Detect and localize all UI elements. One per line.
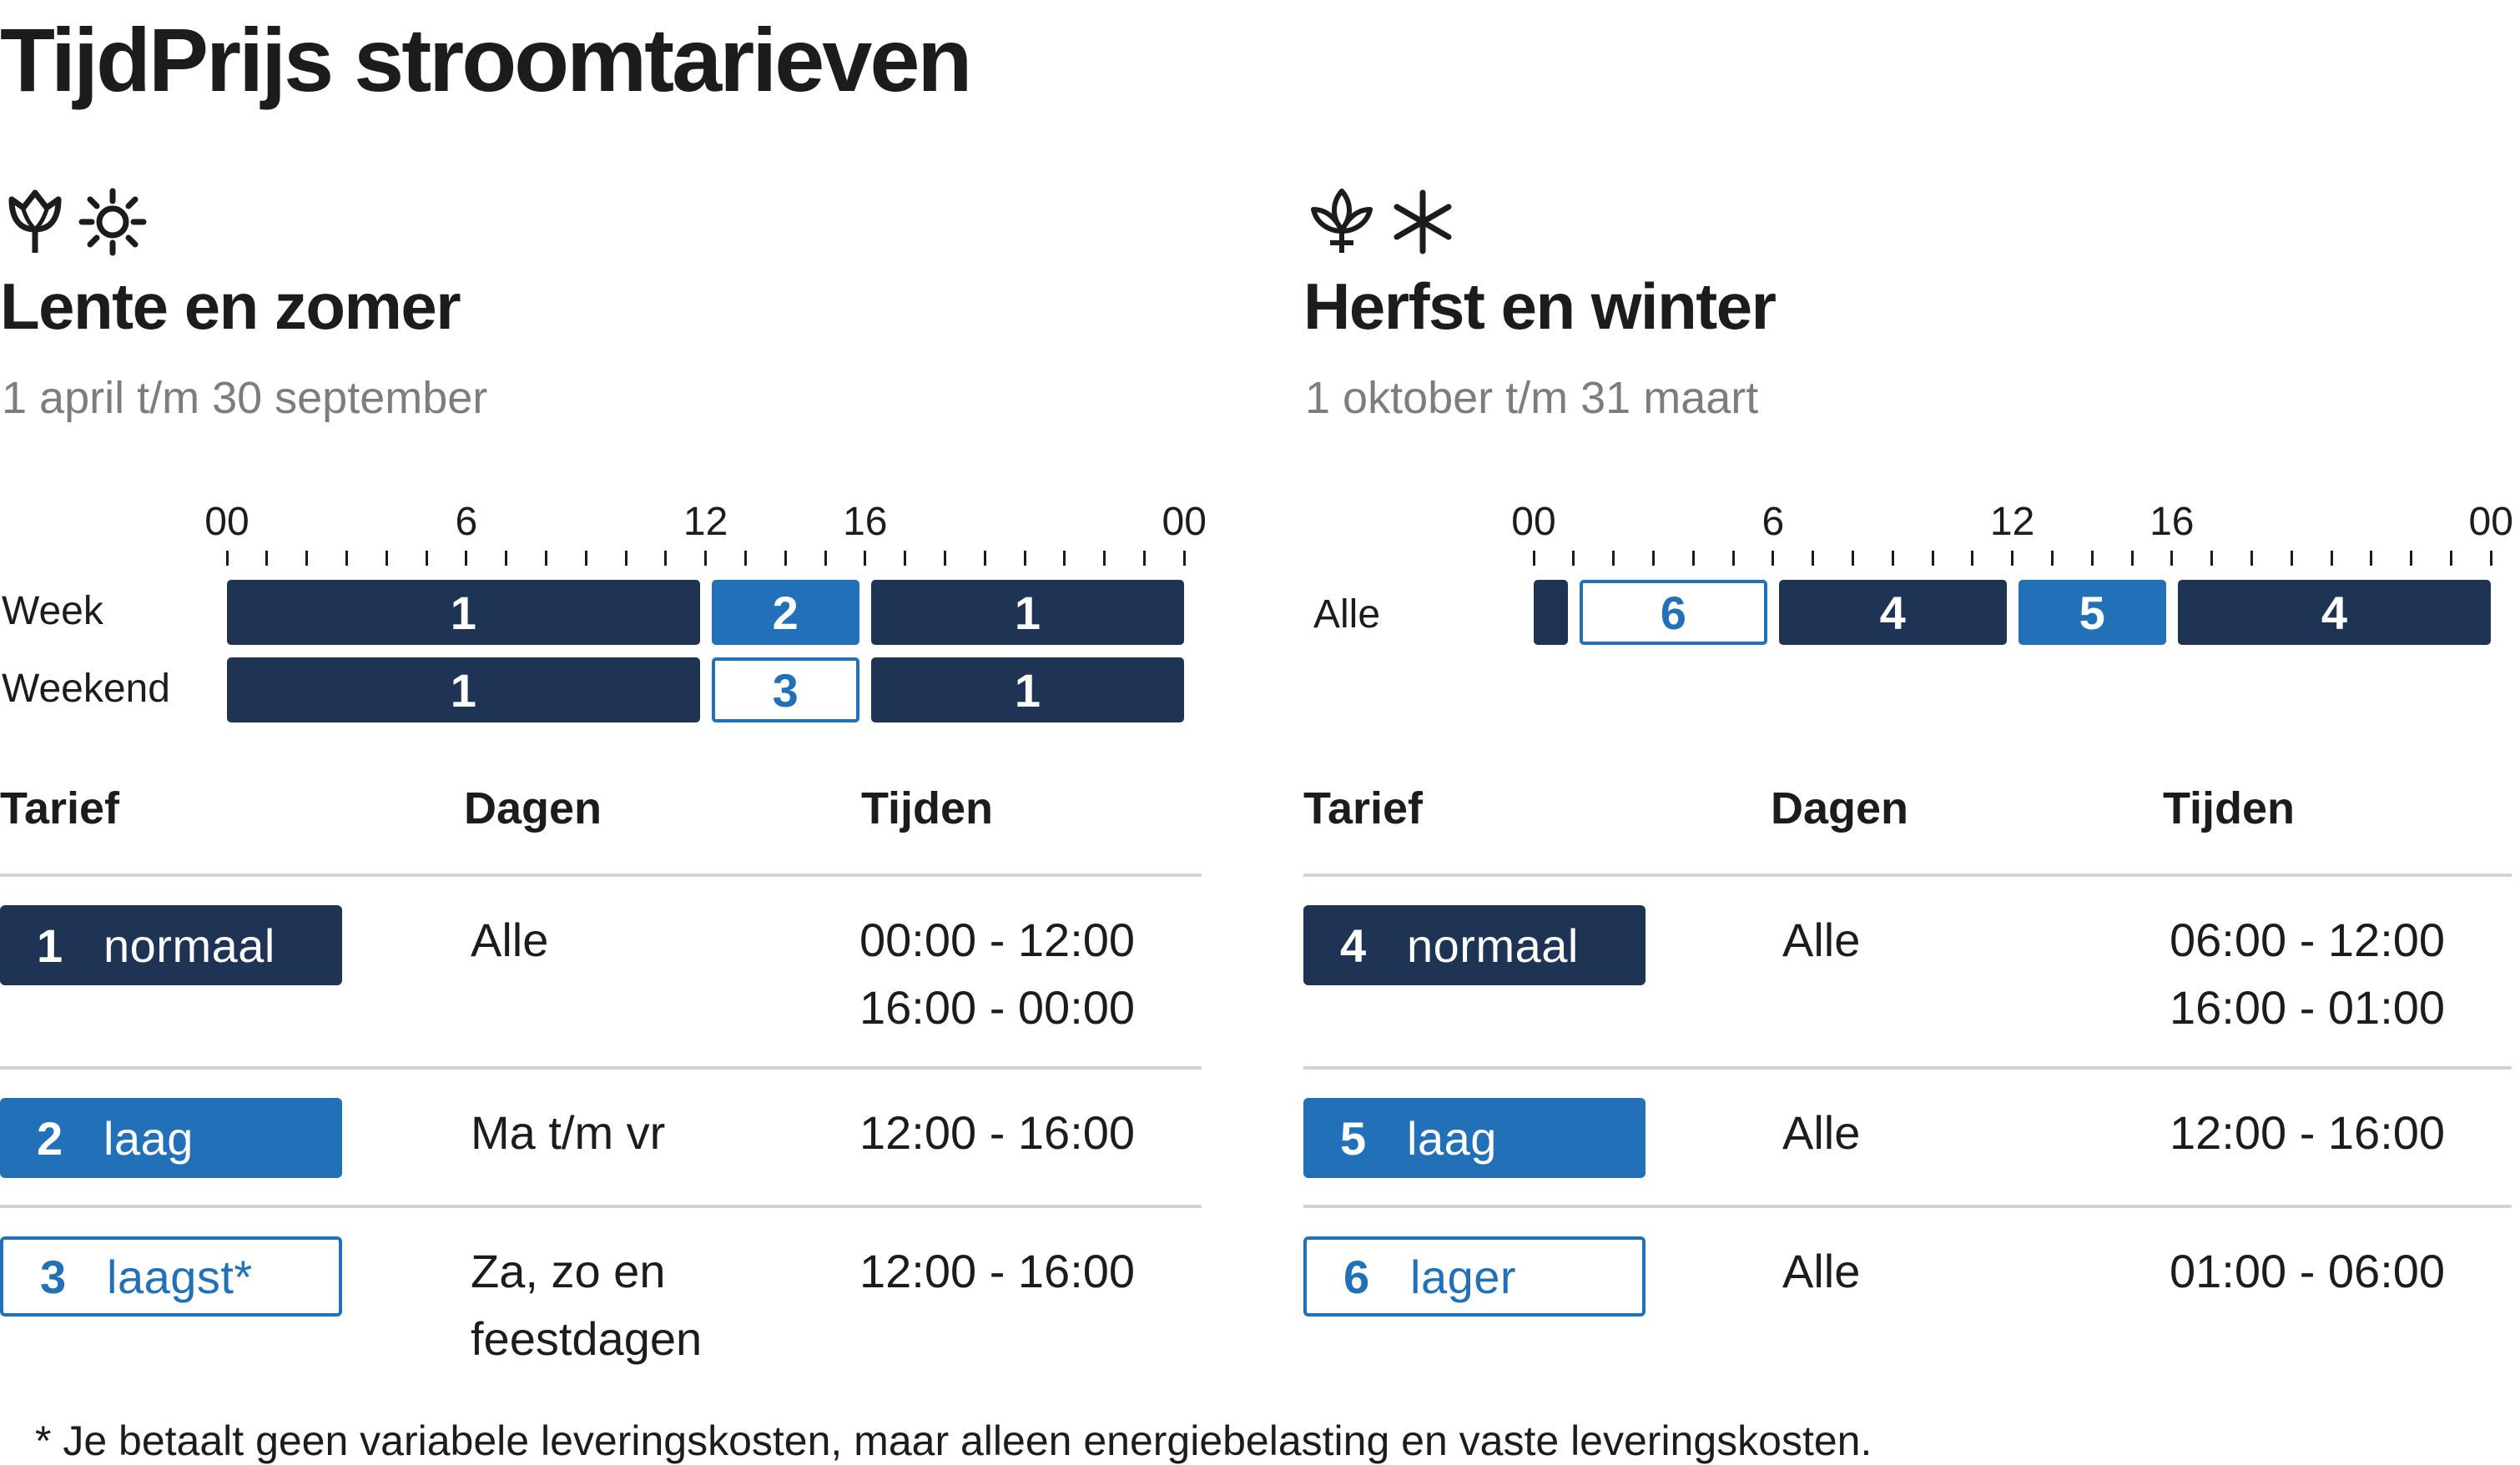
timeline-tick — [265, 551, 268, 566]
timeline-tick — [545, 551, 547, 566]
timeline-tick — [2291, 551, 2293, 566]
timeline-tick — [744, 551, 747, 566]
winter-header-rule — [1303, 873, 2512, 877]
winter-header-tarief: Tarief — [1303, 783, 1424, 833]
timeline-tick — [426, 551, 428, 566]
timeline-tick — [2170, 551, 2173, 566]
timeline-tick — [944, 551, 946, 566]
timeline-hour-label: 6 — [1761, 500, 1785, 544]
winter-time-4b: 16:00 - 01:00 — [2170, 981, 2446, 1034]
timeline-segment: 5 — [2019, 580, 2166, 645]
timeline-segment: 1 — [871, 657, 1184, 722]
timeline-tick — [1063, 551, 1066, 566]
timeline-tick — [625, 551, 627, 566]
timeline-segment: 4 — [2178, 580, 2491, 645]
summer-header-tijden: Tijden — [861, 783, 994, 833]
timeline-tick — [2250, 551, 2253, 566]
timeline-tick — [2131, 551, 2134, 566]
tariff-label: lager — [1410, 1250, 1517, 1303]
timeline-tick — [1971, 551, 1973, 566]
summer-time-1a: 00:00 - 12:00 — [859, 914, 1136, 966]
footnote: * Je betaalt geen variabele leveringskosten, maar alleen energiebelasting en vaste leveringskosten. — [35, 1417, 1872, 1464]
winter-header-dagen: Dagen — [1771, 783, 1909, 833]
summer-time-2: 12:00 - 16:00 — [859, 1106, 1136, 1159]
timeline-tick — [2091, 551, 2094, 566]
timeline-tick — [1612, 551, 1615, 566]
timeline-tick — [1732, 551, 1735, 566]
timeline-row-label: Alle — [1313, 592, 1381, 637]
tariff-number: 6 — [1343, 1250, 1370, 1303]
tariff-number: 3 — [40, 1250, 67, 1303]
tariff-label: laagst* — [107, 1250, 253, 1303]
summer-section — [0, 0, 1235, 1418]
timeline-tick — [1932, 551, 1934, 566]
winter-days-5: Alle — [1782, 1106, 1861, 1159]
summer-tariff-badge-2 — [0, 1098, 342, 1178]
timeline-tick — [305, 551, 308, 566]
timeline-hour-label: 6 — [455, 500, 478, 544]
summer-days-3a: Za, zo en — [471, 1245, 666, 1297]
winter-days-4: Alle — [1782, 914, 1861, 966]
summer-icons — [5, 188, 157, 263]
timeline-segment: 3 — [712, 657, 859, 722]
timeline-hour-label: 16 — [843, 500, 888, 544]
winter-icons — [1308, 188, 1467, 263]
tariff-number: 5 — [1340, 1111, 1367, 1165]
winter-tariff-badge-4 — [1303, 905, 1646, 985]
timeline-tick — [864, 551, 866, 566]
timeline-tick — [1533, 551, 1535, 566]
timeline-hour-label: 00 — [1162, 500, 1207, 544]
timeline-tick — [1892, 551, 1894, 566]
summer-header-tarief: Tarief — [0, 783, 120, 833]
winter-tariff-badge-5 — [1303, 1098, 1646, 1178]
summer-header-dagen: Dagen — [464, 783, 602, 833]
timeline-tick — [226, 551, 229, 566]
timeline-tick — [386, 551, 388, 566]
timeline-tick — [984, 551, 986, 566]
timeline-tick — [1812, 551, 1814, 566]
timeline-tick — [2410, 551, 2412, 566]
tariff-number: 1 — [37, 919, 63, 972]
winter-days-6: Alle — [1782, 1245, 1861, 1297]
summer-header-rule — [0, 873, 1202, 877]
winter-row-rule — [1303, 1066, 2512, 1070]
timeline-tick — [1572, 551, 1575, 566]
timeline-segment: 1 — [871, 580, 1184, 645]
tariff-number: 2 — [37, 1111, 63, 1165]
timeline-tick — [465, 551, 467, 566]
snowflake-icon — [1389, 188, 1457, 256]
timeline-tick — [824, 551, 827, 566]
timeline-tick — [2051, 551, 2054, 566]
timeline-hour-label: 00 — [1511, 500, 1556, 544]
summer-row-rule — [0, 1205, 1202, 1208]
winter-tariff-badge-6 — [1303, 1236, 1646, 1316]
tariff-label: normaal — [103, 919, 275, 972]
timeline-tick — [1692, 551, 1695, 566]
winter-time-4a: 06:00 - 12:00 — [2170, 914, 2446, 966]
winter-time-5: 12:00 - 16:00 — [2170, 1106, 2446, 1159]
tariff-label: laag — [1407, 1111, 1497, 1165]
summer-days-2: Ma t/m vr — [471, 1106, 666, 1159]
timeline-tick — [1024, 551, 1026, 566]
timeline-tick — [1852, 551, 1854, 566]
summer-range: 1 april t/m 30 september — [2, 373, 488, 423]
winter-title: Herfst en winter — [1303, 269, 1776, 343]
summer-days-1: Alle — [471, 914, 549, 966]
timeline-segment: 1 — [227, 580, 700, 645]
timeline-hour-label: 00 — [204, 500, 249, 544]
page-title: TijdPrijs stroomtarieven — [0, 9, 970, 110]
timeline-tick — [345, 551, 348, 566]
timeline-tick — [1772, 551, 1774, 566]
winter-row-rule — [1303, 1205, 2512, 1208]
timeline-tick — [1652, 551, 1655, 566]
timeline-tick — [2331, 551, 2333, 566]
sun-icon — [78, 188, 147, 256]
timeline-segment: 2 — [712, 580, 859, 645]
timeline-segment: 4 — [1779, 580, 2007, 645]
timeline-tick — [904, 551, 906, 566]
summer-time-3: 12:00 - 16:00 — [859, 1245, 1136, 1297]
timeline-tick — [585, 551, 587, 566]
winter-section — [1303, 0, 2520, 1418]
summer-tariff-badge-3 — [0, 1236, 342, 1316]
timeline-row-label: Week — [2, 589, 103, 633]
timeline-hour-label: 12 — [683, 500, 728, 544]
timeline-segment — [1534, 580, 1568, 645]
timeline-segment: 6 — [1580, 580, 1767, 645]
timeline-tick — [664, 551, 667, 566]
timeline-hour-label: 00 — [2468, 500, 2513, 544]
timeline-tick — [2011, 551, 2013, 566]
leaf-icon — [1308, 188, 1375, 256]
winter-range: 1 oktober t/m 31 maart — [1305, 373, 1759, 423]
timeline-tick — [2490, 551, 2492, 566]
timeline-tick — [704, 551, 707, 566]
tulip-icon — [5, 188, 65, 254]
timeline-tick — [2370, 551, 2372, 566]
timeline-hour-label: 12 — [1989, 500, 2035, 544]
tariff-label: normaal — [1407, 919, 1579, 972]
winter-time-6: 01:00 - 06:00 — [2170, 1245, 2446, 1297]
timeline-hour-label: 16 — [2150, 500, 2195, 544]
tariff-label: laag — [103, 1111, 194, 1165]
summer-row-rule — [0, 1066, 1202, 1070]
tariff-number: 4 — [1340, 919, 1367, 972]
timeline-row-label: Weekend — [2, 667, 170, 711]
summer-days-3b: feestdagen — [471, 1312, 703, 1365]
timeline-tick — [784, 551, 787, 566]
timeline-tick — [2210, 551, 2213, 566]
summer-title: Lente en zomer — [0, 269, 461, 343]
summer-time-1b: 16:00 - 00:00 — [859, 981, 1136, 1034]
timeline-tick — [505, 551, 507, 566]
timeline-tick — [1103, 551, 1106, 566]
summer-tariff-badge-1 — [0, 905, 342, 985]
timeline-segment: 1 — [227, 657, 700, 722]
timeline-tick — [1143, 551, 1146, 566]
timeline-tick — [2450, 551, 2452, 566]
winter-header-tijden: Tijden — [2163, 783, 2296, 833]
timeline-tick — [1183, 551, 1186, 566]
